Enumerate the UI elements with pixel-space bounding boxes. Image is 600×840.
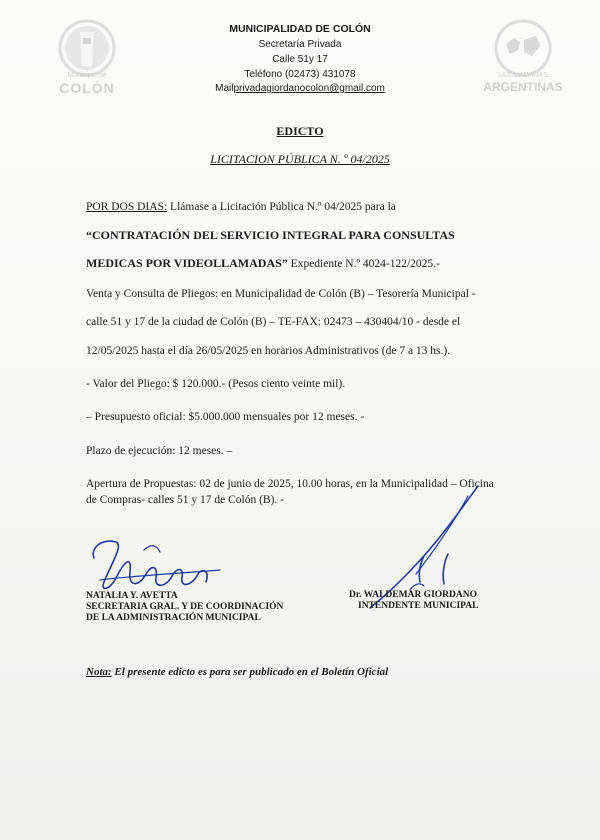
logo-left-big-text: COLÓN	[59, 80, 115, 96]
left-signatory-name: NATALIA Y. AVETTA	[86, 591, 178, 601]
venta-line-3: 12/05/2025 hasta el día 26/05/2025 en horarios Administrativos (de 7 a 13 hs.).	[86, 345, 451, 357]
apertura-line-1: Apertura de Propuestas: 02 de junio de 2025, 10.00 horas, en la Municipalidad – Oficina	[86, 478, 494, 490]
right-signatory-name: Dr. WALDEMAR GIORDANO	[349, 590, 477, 600]
left-signature	[80, 530, 230, 600]
presupuesto-oficial: – Presupuesto oficial: $5.000.000 mensuales por 12 meses. -	[86, 411, 365, 423]
object-line-2-bold: MEDICAS POR VIDEOLLAMADAS”	[86, 256, 288, 270]
footer-note-text: El presente edicto es para ser publicado en el Boletín Oficial	[111, 666, 389, 678]
valor-pliego: - Valor del Pliego: $ 120.000.- (Pesos ciento veinte mil).	[86, 378, 346, 390]
plazo-ejecucion: Plazo de ejecución: 12 meses. –	[86, 445, 233, 457]
header-org: MUNICIPALIDAD DE COLÓN	[229, 23, 371, 35]
apertura-line-2: de Compras- calles 51 y 17 de Colón (B). -	[86, 494, 285, 506]
object-expediente: Expediente N.º 4024-122/2025.-	[287, 258, 440, 270]
header-mail-label: Mail	[215, 83, 234, 94]
left-signatory-title-2: DE LA ADMINISTRACIÓN MUNICIPAL	[86, 613, 261, 623]
header-phone: Teléfono (02473) 431078	[244, 69, 356, 80]
intro-days-label: POR DOS DIAS:	[86, 201, 168, 213]
logo-right-small-text: LAS MALVINAS	[497, 72, 549, 79]
footer-note	[86, 666, 388, 678]
edict-title: EDICTO	[276, 124, 324, 138]
venta-line-2: calle 51 y 17 de la ciudad de Colón (B) – TE-FAX: 02473 – 430404/10 - desde el	[86, 316, 461, 328]
edict-subtitle: LICITACION PÚBLICA N. º 04/2025	[210, 152, 390, 166]
right-signatory-title: INTENDENTE MUNICIPAL	[358, 601, 479, 611]
header-mail	[0, 83, 600, 94]
logo-left-small-text: Municipio de	[67, 72, 107, 79]
left-signatory-title-1: SECRETARIA GRAL. Y DE COORDINACIÓN	[86, 602, 284, 612]
header-mail-address[interactable]: privadagiordanocolon@gmail.com	[233, 83, 385, 94]
logo-right-big-text: ARGENTINAS	[483, 80, 563, 94]
intro-paragraph	[86, 201, 396, 213]
object-line-2	[86, 256, 440, 271]
intro-text: Llámase a Licitación Pública N.º 04/2025 para la	[167, 201, 396, 213]
footer-note-label: Nota:	[86, 666, 112, 678]
header-address: Calle 51y 17	[272, 54, 328, 65]
object-line-1: “CONTRATACIÓN DEL SERVICIO INTEGRAL PARA CONSULTAS	[86, 228, 455, 242]
venta-line-1: Venta y Consulta de Pliegos: en Municipalidad de Colón (B) – Tesorería Municipal -	[86, 288, 476, 300]
header-dept: Secretaría Privada	[258, 39, 342, 50]
